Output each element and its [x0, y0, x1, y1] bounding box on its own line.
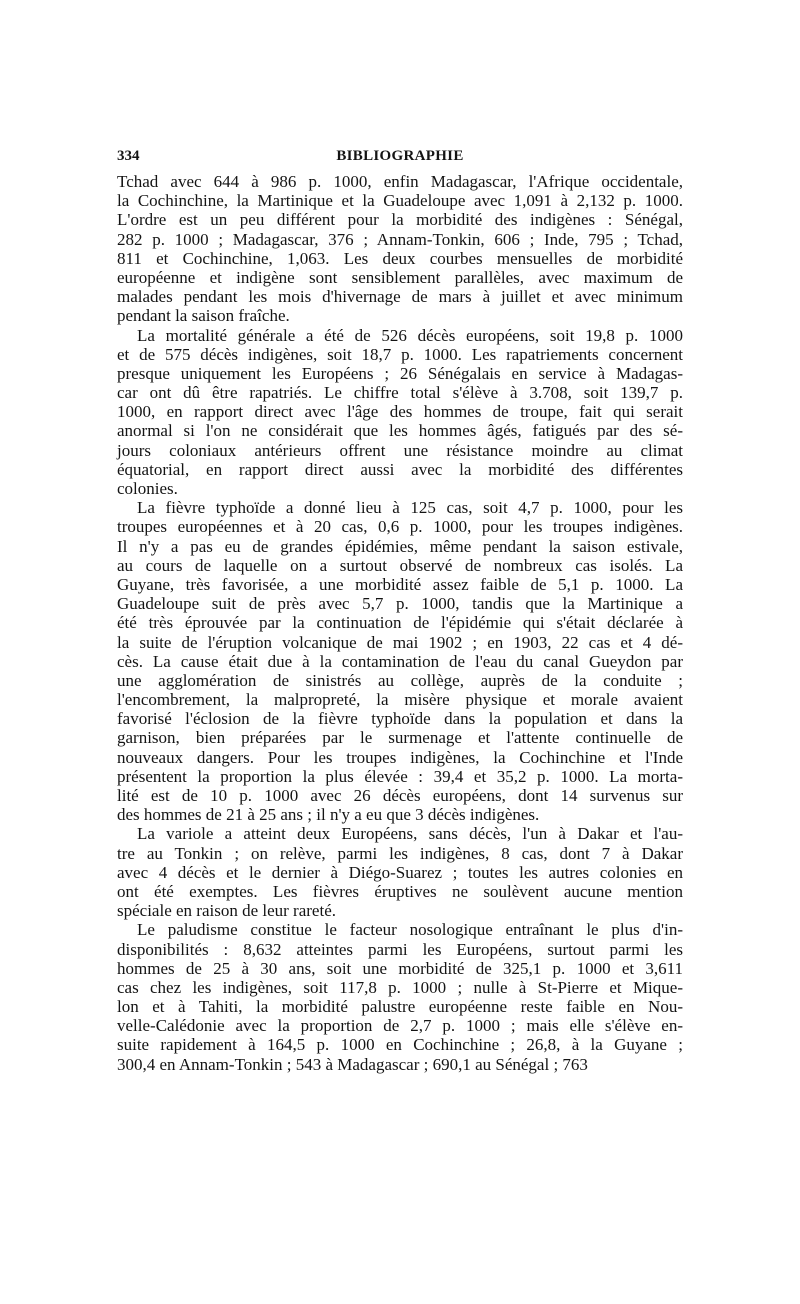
- text-line: la Cochinchine, la Martinique et la Guadeloupe avec 1,091 à 2,132 p. 1000.: [117, 191, 683, 211]
- text-line: au cours de laquelle on a surtout observé de nombreux cas isolés. La: [117, 555, 683, 575]
- text-line: Le paludisme constitue le facteur nosologique entraînant le plus d'in-: [137, 920, 683, 940]
- text-line: équatorial, en rapport direct aussi avec la morbidité des différentes: [117, 459, 683, 479]
- text-line: une agglomération de sinistrés au collège, auprès de la conduite ;: [117, 670, 683, 690]
- text-line: cès. La cause était due à la contamination de l'eau du canal Gueydon par: [117, 651, 683, 671]
- text-line: Tchad avec 644 à 986 p. 1000, enfin Madagascar, l'Afrique occidentale,: [117, 172, 683, 191]
- text-line: 300,4 en Annam-Tonkin ; 543 à Madagascar ; 690,1 au Sénégal ; 763: [117, 1054, 588, 1074]
- text-line: des hommes de 21 à 25 ans ; il n'y a eu que 3 décès indigènes.: [117, 805, 540, 825]
- text-line: présentent la proportion la plus élevée : 39,4 et 35,2 p. 1000. La morta-: [117, 766, 683, 786]
- text-line: garnison, bien préparées par le surmenage et l'attente continuelle de: [117, 728, 683, 748]
- text-line: européenne et indigène sont sensiblement parallèles, avec maximum de: [117, 267, 683, 287]
- text-line: spéciale en raison de leur rareté.: [117, 901, 336, 921]
- text-line: anormal si l'on ne considérait que les hommes âgés, fatigués par des sé-: [117, 421, 683, 441]
- text-line: 811 et Cochinchine, 1,063. Les deux courbes mensuelles de morbidité: [117, 248, 683, 268]
- text-line: troupes européennes et à 20 cas, 0,6 p. 1000, pour les troupes indigènes.: [117, 517, 683, 537]
- text-line: 1000, en rapport direct avec l'âge des hommes de troupe, fait qui serait: [117, 402, 683, 422]
- text-line: tre au Tonkin ; on relève, parmi les indigènes, 8 cas, dont 7 à Dakar: [117, 843, 683, 863]
- text-line: La mortalité générale a été de 526 décès européens, soit 19,8 p. 1000: [137, 325, 683, 345]
- page-number: 334: [117, 148, 140, 164]
- text-line: la suite de l'éruption volcanique de mai 1902 ; en 1903, 22 cas et 4 dé-: [117, 632, 683, 652]
- text-line: avec 4 décès et le dernier à Diégo-Suarez ; toutes les autres colonies en: [117, 862, 683, 882]
- paragraph: [117, 326, 683, 499]
- paragraph: [117, 824, 683, 920]
- text-line: et de 575 décès indigènes, soit 18,7 p. 1000. Les rapatriements concernent: [117, 344, 683, 364]
- text-line: l'encombrement, la malpropreté, la misère physique et morale avaient: [117, 690, 683, 710]
- text-line: velle-Calédonie avec la proportion de 2,7 p. 1000 ; mais elle s'élève en-: [117, 1016, 683, 1036]
- paragraph: [117, 172, 683, 326]
- text-line: 282 p. 1000 ; Madagascar, 376 ; Annam-Tonkin, 606 ; Inde, 795 ; Tchad,: [117, 229, 683, 249]
- body-text: [117, 172, 683, 1074]
- text-line: suite rapidement à 164,5 p. 1000 en Cochinchine ; 26,8, à la Guyane ;: [117, 1035, 683, 1055]
- text-line: Il n'y a pas eu de grandes épidémies, même pendant la saison estivale,: [117, 536, 683, 556]
- text-line: lité est de 10 p. 1000 avec 26 décès européens, dont 14 survenus sur: [117, 786, 683, 805]
- text-line: hommes de 25 à 30 ans, soit une morbidité de 325,1 p. 1000 et 3,611: [117, 958, 683, 978]
- text-line: disponibilités : 8,632 atteintes parmi les Européens, surtout parmi les: [117, 939, 683, 959]
- paragraph: [117, 920, 683, 1074]
- text-line: jours coloniaux antérieurs offrent une résistance moindre au climat: [117, 440, 683, 460]
- text-line: malades pendant les mois d'hivernage de mars à juillet et avec minimum: [117, 287, 683, 307]
- text-line: Guadeloupe suit de près avec 5,7 p. 1000, tandis que la Martinique a: [117, 594, 683, 614]
- running-title: BIBLIOGRAPHIE: [336, 148, 464, 164]
- text-line: Guyane, très favorisée, a une morbidité assez faible de 5,1 p. 1000. La: [117, 574, 683, 594]
- text-line: L'ordre est un peu différent pour la morbidité des indigènes : Sénégal,: [117, 210, 683, 230]
- text-line: colonies.: [117, 479, 178, 498]
- text-line: lon et à Tahiti, la morbidité palustre européenne reste faible en Nou-: [117, 997, 683, 1017]
- text-line: presque uniquement les Européens ; 26 Sénégalais en service à Madagas-: [117, 363, 683, 383]
- paragraph: [117, 498, 683, 824]
- text-line: favorisé l'éclosion de la fièvre typhoïde dans la population et dans la: [117, 709, 683, 729]
- text-line: pendant la saison fraîche.: [117, 306, 290, 326]
- text-line: ont été exemptes. Les fièvres éruptives ne soulèvent aucune mention: [117, 881, 683, 901]
- text-line: cas chez les indigènes, soit 117,8 p. 1000 ; nulle à St-Pierre et Mique-: [117, 977, 683, 997]
- text-line: nouveaux dangers. Pour les troupes indigènes, la Cochinchine et l'Inde: [117, 747, 683, 767]
- text-line: car ont dû être rapatriés. Le chiffre total s'élève à 3.708, soit 139,7 p.: [117, 383, 683, 403]
- text-line: été très éprouvée par la continuation de l'épidémie qui s'était déclarée à: [117, 613, 683, 633]
- text-line: La fièvre typhoïde a donné lieu à 125 cas, soit 4,7 p. 1000, pour les: [137, 498, 683, 518]
- text-line: La variole a atteint deux Européens, sans décès, l'un à Dakar et l'au-: [137, 824, 683, 844]
- running-head: [117, 148, 683, 168]
